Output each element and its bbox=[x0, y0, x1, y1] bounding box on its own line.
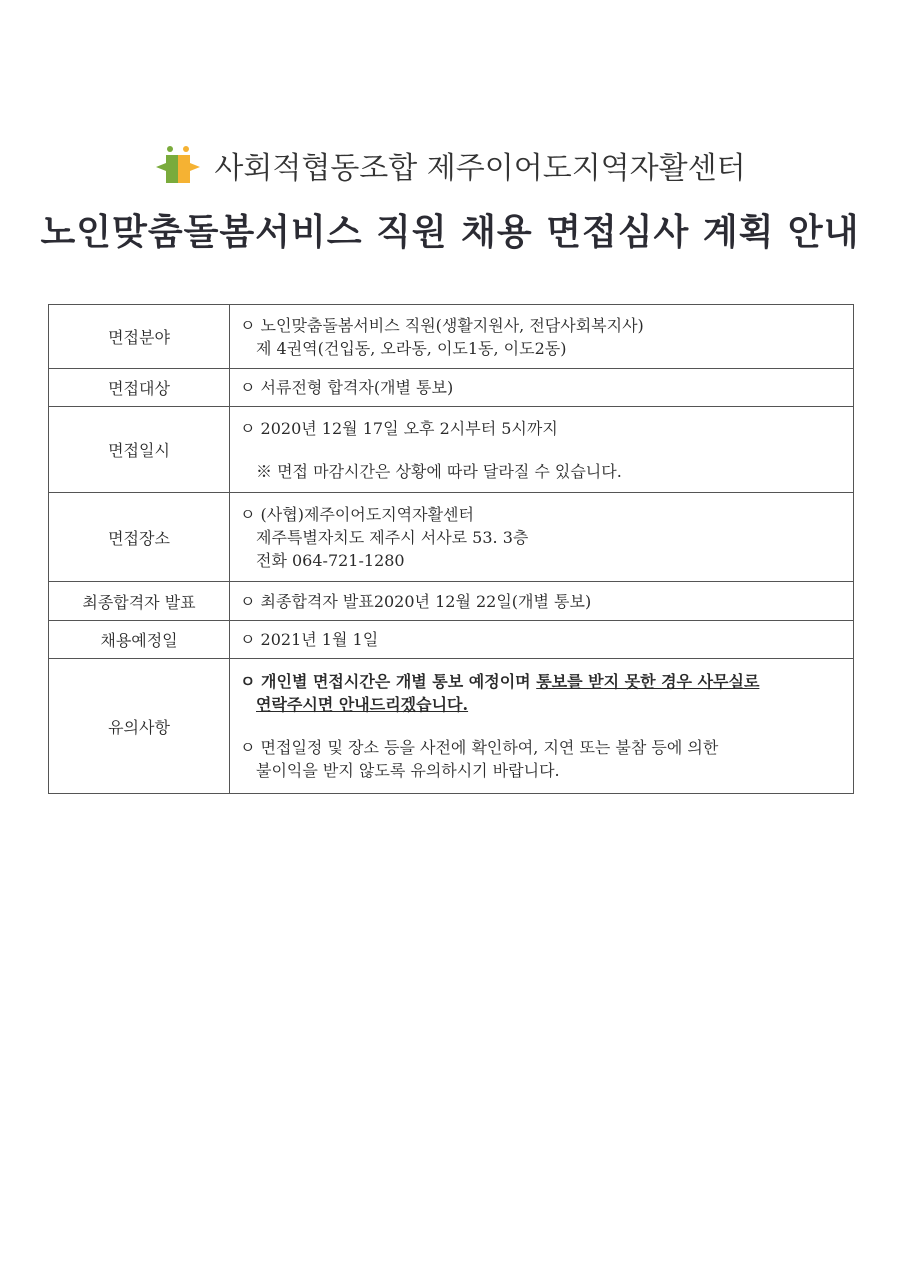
row-value bbox=[230, 493, 854, 582]
underlined-text: 연락주시면 안내드리겠습니다. bbox=[256, 695, 469, 714]
note-2: ㅇ 면접일정 및 장소 등을 사전에 확인하여, 지연 또는 불참 등에 의한 bbox=[240, 738, 719, 757]
row-label: 유의사항 bbox=[49, 659, 230, 794]
address-line: 제주특별자치도 제주시 서사로 53. 3층 bbox=[256, 527, 529, 547]
table-row bbox=[49, 621, 854, 659]
row-label: 최종합격자 발표 bbox=[49, 582, 230, 621]
value-line: ㅇ (사협)제주이어도지역자활센터 bbox=[240, 504, 474, 524]
phone-line: 전화 064-721-1280 bbox=[256, 550, 405, 570]
value-line: ㅇ 2021년 1월 1일 bbox=[240, 630, 379, 649]
note-1-cont bbox=[240, 693, 843, 716]
row-label: 면접일시 bbox=[49, 407, 230, 493]
row-value bbox=[230, 305, 854, 369]
table-row bbox=[49, 582, 854, 621]
organization-line bbox=[0, 140, 900, 190]
value-line: ㅇ 2020년 12월 17일 오후 2시부터 5시까지 bbox=[240, 418, 558, 438]
table-row bbox=[49, 493, 854, 582]
table-row bbox=[49, 369, 854, 407]
row-label: 면접대상 bbox=[49, 369, 230, 407]
row-value bbox=[230, 582, 854, 621]
notice-line: ※ 면접 마감시간은 상황에 따라 달라질 수 있습니다. bbox=[256, 461, 622, 481]
table-row bbox=[49, 659, 854, 794]
underlined-text: 통보를 받지 못한 경우 사무실로 bbox=[536, 672, 760, 691]
document-header bbox=[0, 140, 900, 255]
value-line: ㅇ 최종합격자 발표2020년 12월 22일(개별 통보) bbox=[240, 591, 592, 611]
row-value bbox=[230, 407, 854, 493]
row-label: 채용예정일 bbox=[49, 621, 230, 659]
document-title: 노인맞춤돌봄서비스 직원 채용 면접심사 계획 안내 bbox=[40, 211, 860, 253]
row-value bbox=[230, 659, 854, 794]
note-text: ㅇ 개인별 면접시간은 개별 통보 예정이며 bbox=[240, 672, 537, 691]
row-label: 면접장소 bbox=[49, 493, 230, 582]
value-line: 제 4권역(건입동, 오라동, 이도1동, 이도2동) bbox=[256, 338, 567, 358]
value-line: ㅇ 노인맞춤돌봄서비스 직원(생활지원사, 전담사회복지사) bbox=[240, 315, 644, 335]
row-value bbox=[230, 369, 854, 407]
interview-info-table bbox=[48, 304, 854, 794]
table-row bbox=[49, 407, 854, 493]
row-label: 면접분야 bbox=[49, 305, 230, 369]
row-value bbox=[230, 621, 854, 659]
organization-name: 사회적협동조합 제주이어도지역자활센터 bbox=[214, 151, 746, 186]
value-line: ㅇ 서류전형 합격자(개별 통보) bbox=[240, 378, 454, 397]
note-1 bbox=[240, 670, 843, 693]
note-2-cont: 불이익을 받지 않도록 유의하시기 바랍니다. bbox=[256, 761, 560, 780]
logo-icon bbox=[154, 145, 202, 185]
table-row bbox=[49, 305, 854, 369]
